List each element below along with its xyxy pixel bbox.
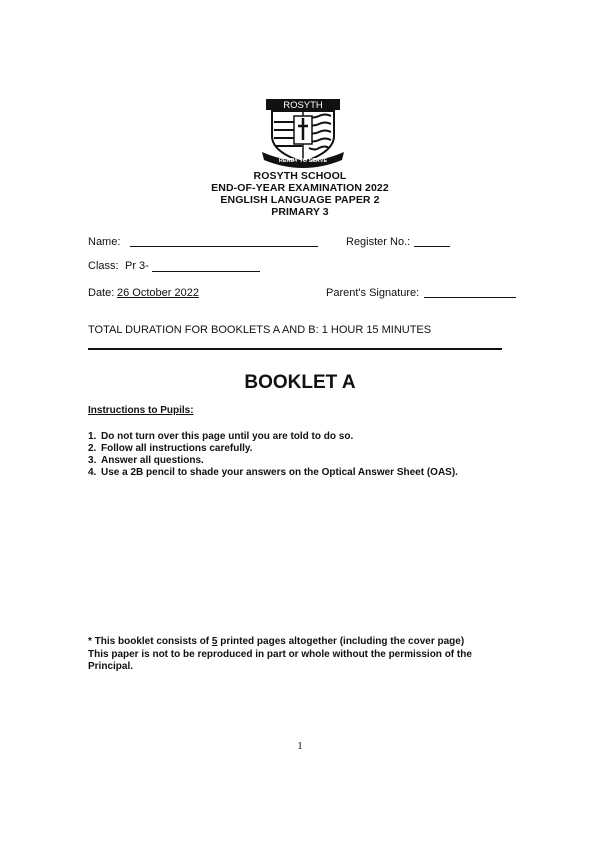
instruction-item: 4. Use a 2B pencil to shade your answers on the Optical Answer Sheet (OAS).: [88, 467, 458, 478]
page-number: 1: [297, 740, 303, 752]
class-prefix: Pr 3-: [125, 260, 149, 272]
instruction-item: 3. Answer all questions.: [88, 455, 204, 466]
school-crest-logo: [258, 98, 348, 168]
note-line-3: Principal.: [88, 661, 134, 672]
register-field-line[interactable]: [414, 236, 450, 247]
level-title: PRIMARY 3: [271, 206, 329, 218]
section-divider: [88, 348, 502, 350]
crest-banner-text: ROSYTH: [283, 100, 323, 111]
booklet-title: BOOKLET A: [244, 372, 356, 393]
instructions-list: [88, 431, 458, 479]
crest-motto: READY TO SERVE: [278, 158, 328, 164]
class-field-line[interactable]: [152, 261, 260, 272]
note-line-2: This paper is not to be reproduced in part or whole without the permission of the: [88, 648, 472, 660]
class-label: Class:: [88, 260, 119, 272]
name-label: Name:: [88, 236, 121, 248]
paper-title: ENGLISH LANGUAGE PAPER 2: [220, 194, 380, 206]
note-line-1: * This booklet consists of 5 printed pages altogether (including the cover page): [88, 636, 465, 647]
instructions-heading: Instructions to Pupils:: [88, 405, 194, 416]
signature-field-line[interactable]: [424, 287, 516, 298]
date-label: Date:: [88, 287, 115, 299]
total-duration: TOTAL DURATION FOR BOOKLETS A AND B: 1 HOUR 15 MINUTES: [88, 324, 432, 336]
signature-label: Parent's Signature:: [326, 287, 420, 299]
booklet-note: [88, 636, 508, 674]
instruction-item: 1. Do not turn over this page until you are told to do so.: [88, 431, 354, 442]
name-field-line[interactable]: [130, 236, 318, 247]
exam-title: END-OF-YEAR EXAMINATION 2022: [211, 182, 389, 194]
instruction-item: 2. Follow all instructions carefully.: [88, 443, 253, 454]
school-name: ROSYTH SCHOOL: [253, 170, 347, 182]
register-label: Register No.:: [346, 236, 411, 248]
date-value: 26 October 2022: [117, 287, 199, 299]
